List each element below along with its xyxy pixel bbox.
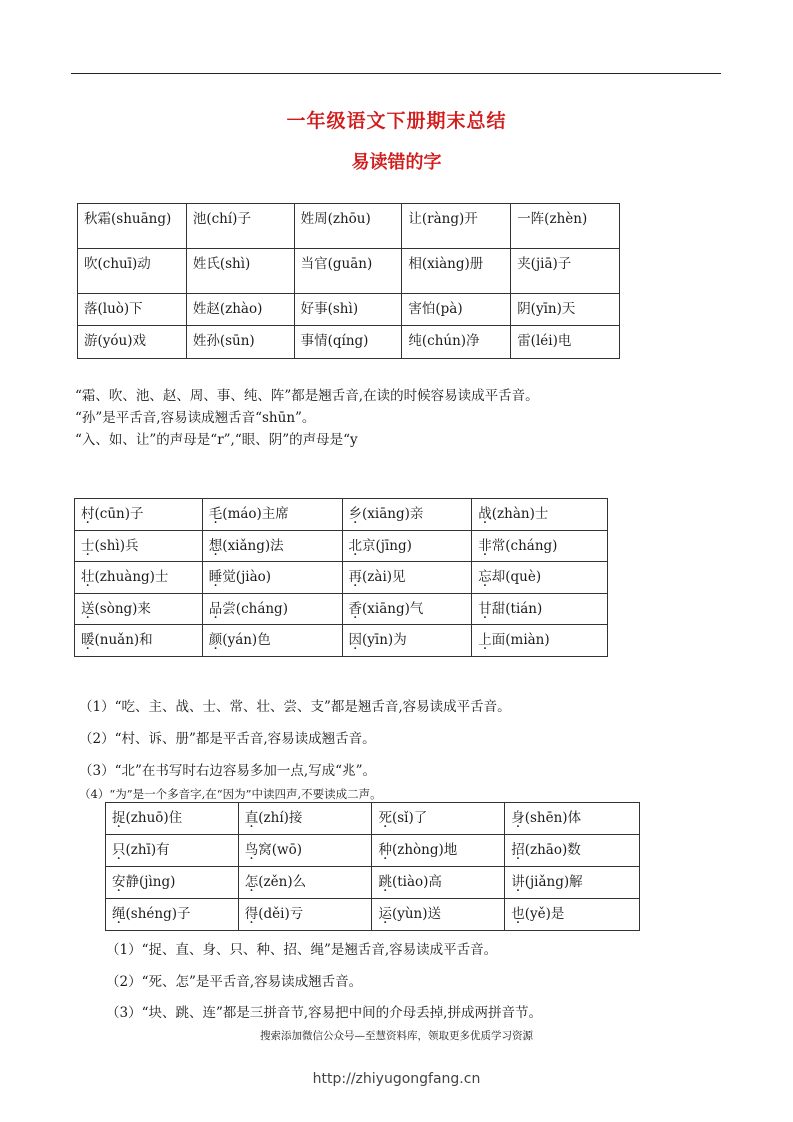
table-cell: 姓赵(zhào) [186,294,294,326]
table-cell [372,899,505,931]
dotted-char: 睡 [208,569,223,585]
table-cell [238,803,372,835]
table-cell [75,499,203,531]
cell-text: (zhī)有 [125,842,170,858]
table-cell [505,803,640,835]
cell-text: 窝(wō) [258,842,302,858]
dotted-char: 死 [378,810,392,826]
cell-text: 京(jīng) [362,538,412,554]
cell-text: (xiāng)气 [362,601,424,617]
note-item: （3）“块、跳、连”都是三拼音节,容易把中间的介母丢掉,拼成两拼音节。 [106,1005,542,1021]
dotted-char: 想 [208,538,223,554]
table-cell [106,867,239,899]
cell-text: (zhí)接 [258,810,303,826]
table-cell [75,531,203,562]
table-cell [505,867,640,899]
table-cell [372,835,505,867]
dotted-char: 北 [348,538,363,554]
table-row [75,594,608,625]
table-cell [372,867,505,899]
table-cell [202,531,342,562]
table-cell [75,594,203,625]
cell-text: (zài)见 [362,569,406,585]
table-cell: 游(yóu)戏 [78,326,187,359]
cell-text: (sǐ)了 [391,810,428,826]
table-row [106,867,640,899]
dotted-char: 讲 [511,874,525,890]
cell-text: (zhuō)住 [125,810,183,826]
table-cell [472,562,608,594]
cell-text: (zhòng)地 [391,842,458,858]
dotted-char: 捉 [112,810,126,826]
table-cell: 阴(yīn)天 [511,294,620,326]
table-cell: 夹(jiā)子 [511,249,620,294]
cell-text: (jiǎng)解 [524,874,583,890]
table-cell: 姓周(zhōu) [294,204,402,249]
table-easy-misread-2 [74,498,608,657]
table-cell: 池(chí)子 [186,204,294,249]
table-cell: 吹(chuī)动 [78,249,187,294]
dotted-char: 怎 [244,874,259,890]
dotted-char: 得 [244,906,259,922]
header-rule [71,73,721,74]
page-title: 一年级语文下册期末总结 [286,110,507,132]
cell-text: (yīn)为 [362,632,407,648]
table-cell: 落(luò)下 [78,294,187,326]
dotted-char: 运 [378,906,392,922]
table-cell: 姓孙(sūn) [186,326,294,359]
dotted-char: 乡 [348,506,363,522]
table-cell [342,594,472,625]
paragraph-line: “孙”是平舌音,容易读成翘舌音“shūn”。 [75,410,316,426]
cell-text: 常(cháng) [491,538,558,554]
dotted-char: 直 [244,810,259,826]
note-item: （1）“吃、主、战、士、常、壮、尝、支”都是翘舌音,容易读成平舌音。 [79,699,511,715]
dotted-char: 也 [511,906,525,922]
dotted-char: 再 [348,569,363,585]
dotted-char: 鸟 [244,842,259,858]
dotted-char: 身 [511,810,525,826]
table-cell [505,899,640,931]
note-item: （2）“村、诉、册”都是平舌音,容易读成翘舌音。 [79,731,376,747]
cell-text: (zhāo)数 [524,842,581,858]
table-row [78,204,620,249]
table-row [78,294,620,326]
cell-text: (máo)主席 [222,506,289,522]
table-row [78,326,620,359]
cell-text: (xiāng)亲 [362,506,424,522]
dotted-char: 只 [112,842,126,858]
table-cell [342,499,472,531]
table-cell [472,625,608,657]
cell-text: (sòng)来 [94,601,151,617]
dotted-char: 非 [478,538,492,554]
page-subtitle: 易读错的字 [351,152,442,173]
dotted-char: 种 [378,842,392,858]
table-cell [106,835,239,867]
table-row [78,249,620,294]
table-cell [342,562,472,594]
table-row [75,625,608,657]
note-item: （1）“捉、直、身、只、种、招、绳”是翘舌音,容易读成平舌音。 [106,942,498,958]
footer-url[interactable]: http://zhiyugongfang.cn [312,1071,481,1087]
cell-text: (zěn)么 [258,874,307,890]
table-cell [505,835,640,867]
dotted-char: 绳 [112,906,126,922]
cell-text: 静(jìng) [125,874,176,890]
dotted-char: 战 [478,506,492,522]
cell-text: (xiǎng)法 [222,538,284,554]
table-row [75,531,608,562]
table-cell [372,803,505,835]
dotted-char: 暖 [81,632,95,648]
table-easy-misread-3 [105,802,640,931]
dotted-char: 甘 [478,601,492,617]
table-row [75,562,608,594]
cell-text: 却(què) [491,569,542,585]
table-cell: 害怕(pà) [402,294,511,326]
dotted-char: 忘 [478,569,492,585]
dotted-char: 招 [511,842,525,858]
cell-text: 甜(tián) [491,601,543,617]
cell-text: (yě)是 [524,906,565,922]
cell-text: 尝(cháng) [222,601,288,617]
table-cell [472,499,608,531]
dotted-char: 毛 [208,506,223,522]
table-cell: 姓氏(shì) [186,249,294,294]
cell-text: (yán)色 [222,632,271,648]
table-row [106,803,640,835]
dotted-char: 因 [348,632,363,648]
dotted-char: 壮 [81,569,95,585]
table-row [106,835,640,867]
table-cell [472,531,608,562]
dotted-char: 跳 [378,874,392,890]
table-cell: 秋霜(shuāng) [78,204,187,249]
table-cell [202,562,342,594]
table-easy-misread-1 [77,203,620,359]
cell-text: (zhuàng)士 [94,569,169,585]
table-cell: 让(ràng)开 [402,204,511,249]
table-cell [75,625,203,657]
table-cell [238,867,372,899]
table-cell: 好事(shì) [294,294,402,326]
note-item: （3）“北”在书写时右边容易多加一点,写成“兆”。 [79,763,376,779]
cell-text: (shì)兵 [94,538,139,554]
table-cell [106,803,239,835]
table-cell [342,531,472,562]
dotted-char: 颜 [208,632,223,648]
cell-text: (cūn)子 [94,506,144,522]
note-item: （4）“为”是一个多音字,在“因为”中读四声,不要读成二声。 [79,787,382,801]
cell-text: 觉(jiào) [222,569,272,585]
cell-text: (nuǎn)和 [94,632,153,648]
cell-text: (shēn)体 [524,810,582,826]
table-row [106,899,640,931]
cell-text: (tiào)高 [391,874,442,890]
note-item: （2）“死、怎”是平舌音,容易读成翘舌音。 [106,974,363,990]
table-cell: 事情(qíng) [294,326,402,359]
table-cell [202,499,342,531]
table-cell: 一阵(zhèn) [511,204,620,249]
dotted-char: 士 [81,538,95,554]
table-cell [75,562,203,594]
table-cell: 雷(léi)电 [511,326,620,359]
paragraph-notes-1 [75,385,605,451]
table-row [75,499,608,531]
table-cell [202,625,342,657]
table-cell: 当官(guān) [294,249,402,294]
table-cell [342,625,472,657]
cell-text: (yùn)送 [391,906,442,922]
dotted-char: 村 [81,506,95,522]
dotted-char: 送 [81,601,95,617]
paragraph-line: “入、如、让”的声母是“r”,“眼、阴”的声母是“y [75,432,358,448]
table-cell [238,899,372,931]
table-cell [202,594,342,625]
table-cell [472,594,608,625]
table-cell [106,899,239,931]
dotted-char: 香 [348,601,363,617]
paragraph-line: “霜、吹、池、赵、周、事、纯、阵”都是翘舌音,在读的时候容易读成平舌音。 [75,388,539,404]
dotted-char: 安 [112,874,126,890]
cell-text: 面(miàn) [491,632,550,648]
table-cell: 相(xiàng)册 [402,249,511,294]
cell-text: (zhàn)士 [491,506,549,522]
table-cell: 纯(chún)净 [402,326,511,359]
table-cell [238,835,372,867]
cell-text: (shéng)子 [125,906,191,922]
dotted-char: 品 [208,601,223,617]
footer-note: 搜索添加微信公众号—至慧资料库，领取更多优质学习资源 [260,1030,533,1042]
cell-text: (děi)亏 [258,906,304,922]
dotted-char: 上 [478,632,492,648]
